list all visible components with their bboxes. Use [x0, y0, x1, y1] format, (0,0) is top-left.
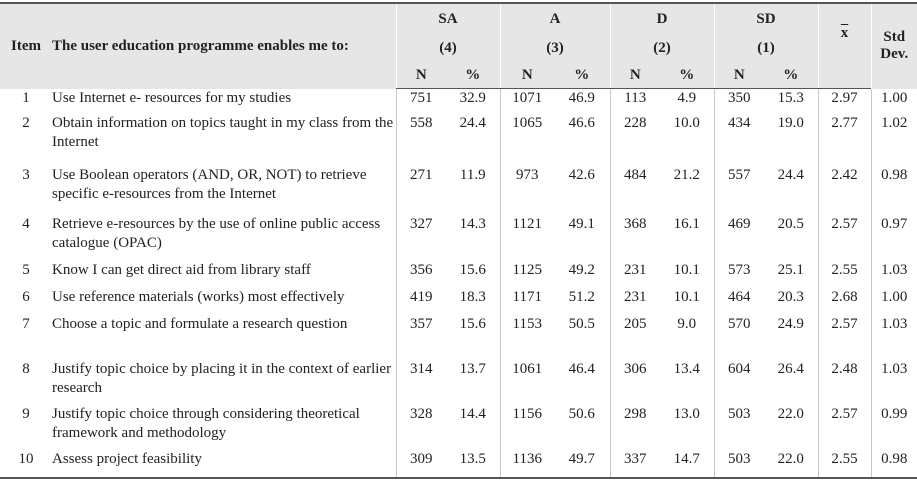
d-code: (2)	[610, 34, 714, 62]
sa-n: 327	[396, 215, 446, 261]
table-row	[0, 166, 917, 215]
mean-value: 2.57	[818, 215, 871, 261]
a-pct: 46.4	[568, 360, 595, 377]
sa-n: 314	[396, 360, 446, 405]
a-n: 1071	[500, 89, 554, 114]
a-pct: 49.1	[568, 215, 595, 232]
sa-n: 357	[396, 315, 446, 360]
statement: Use Internet e- resources for my studies	[52, 89, 292, 106]
item-header: Item	[0, 3, 52, 89]
sd-header: SD	[714, 3, 818, 34]
sd-pct: 22.0	[764, 450, 818, 478]
sd-pct: 20.5	[777, 215, 804, 232]
a-pct: 51.2	[568, 288, 595, 305]
sd-n: 503	[714, 405, 764, 450]
statement: Obtain information on topics taught in my class from the Internet	[52, 114, 394, 150]
sa-pct: 15.6	[459, 315, 486, 332]
mean-value: 2.55	[818, 450, 871, 478]
d-pct: 4.9	[677, 90, 697, 106]
std-value: 1.03	[871, 315, 917, 360]
sd-n: 434	[714, 114, 764, 166]
d-n: 484	[610, 166, 660, 215]
sa-pct: 18.3	[459, 288, 486, 305]
sd-n: 557	[714, 166, 764, 215]
d-n: 228	[610, 114, 660, 166]
mean-value: 2.68	[818, 288, 871, 315]
d-n: 231	[610, 288, 660, 315]
statement: Choose a topic and formulate a research question	[52, 315, 348, 332]
sd-n: 604	[714, 360, 764, 405]
d-pct: 14.7	[660, 450, 714, 478]
sd-n: 469	[714, 215, 764, 261]
d-n: 205	[610, 315, 660, 360]
table-row	[0, 288, 917, 315]
a-pct: 50.5	[568, 315, 595, 332]
std-value: 1.00	[871, 288, 917, 315]
sd-n: 464	[714, 288, 764, 315]
sd-n: 570	[714, 315, 764, 360]
sa-n: 419	[396, 288, 446, 315]
a-pct: 42.6	[568, 166, 595, 183]
a-pct-header: %	[554, 62, 610, 89]
sd-pct: 25.1	[777, 261, 804, 278]
a-n: 1156	[500, 405, 554, 450]
mean-value: 2.42	[818, 166, 871, 215]
statement: Justify topic choice by placing it in the context of earlier research	[52, 360, 392, 396]
d-n: 306	[610, 360, 660, 405]
sd-pct: 22.0	[777, 405, 804, 422]
mean-value: 2.55	[818, 261, 871, 288]
item-number: 10	[0, 450, 52, 478]
std-value: 0.98	[871, 450, 917, 478]
sd-pct: 15.3	[777, 90, 804, 106]
sa-pct: 24.4	[459, 114, 486, 131]
statement: Retrieve e-resources by the use of online public access catalogue (OPAC)	[52, 215, 381, 251]
d-n-header: N	[610, 62, 660, 89]
sd-pct-header: %	[764, 62, 818, 89]
sa-code: (4)	[396, 34, 500, 62]
sd-n: 573	[714, 261, 764, 288]
sd-n: 350	[714, 89, 764, 114]
sa-n: 356	[396, 261, 446, 288]
a-n: 1171	[500, 288, 554, 315]
item-number: 8	[22, 360, 30, 377]
statement: Use Boolean operators (AND, OR, NOT) to retrieve specific e-resources from the Internet	[52, 166, 367, 202]
a-pct: 49.7	[554, 450, 610, 478]
sa-n: 309	[396, 450, 446, 478]
sa-n: 328	[396, 405, 446, 450]
survey-table	[0, 2, 917, 479]
item-number: 2	[22, 114, 30, 131]
a-pct: 49.2	[568, 261, 595, 278]
mean-value: 2.57	[818, 315, 871, 360]
sd-pct: 26.4	[777, 360, 804, 377]
table-row	[0, 89, 917, 114]
a-n: 1125	[500, 261, 554, 288]
table-body	[0, 89, 917, 478]
sa-n: 271	[396, 166, 446, 215]
d-pct: 13.4	[673, 360, 700, 377]
a-code: (3)	[500, 34, 610, 62]
a-pct: 50.6	[568, 405, 595, 422]
std-value: 1.03	[871, 261, 917, 288]
sa-n: 751	[396, 89, 446, 114]
table-row	[0, 450, 917, 478]
sa-pct: 11.9	[459, 166, 486, 183]
sa-n-header: N	[396, 62, 446, 89]
sa-pct: 15.6	[459, 261, 486, 278]
sa-pct: 14.3	[459, 215, 486, 232]
item-number: 9	[22, 405, 30, 422]
item-number: 1	[22, 89, 30, 106]
item-number: 5	[22, 261, 30, 278]
d-pct: 10.1	[673, 261, 700, 278]
sd-n: 503	[714, 450, 764, 478]
statement: Know I can get direct aid from library staff	[52, 261, 311, 278]
sa-pct: 32.9	[459, 90, 486, 106]
statement: Justify topic choice through considering theoretical framework and methodology	[52, 405, 360, 441]
sa-header: SA	[396, 3, 500, 34]
sd-code: (1)	[714, 34, 818, 62]
item-number: 6	[22, 288, 30, 305]
statement-header: The user education programme enables me to:	[52, 3, 396, 89]
table-row	[0, 315, 917, 360]
a-n: 973	[500, 166, 554, 215]
a-n: 1121	[500, 215, 554, 261]
sa-pct: 14.4	[459, 405, 486, 422]
mean-value: 2.48	[818, 360, 871, 405]
sa-pct: 13.5	[446, 450, 500, 478]
d-pct: 13.0	[673, 405, 700, 422]
mean-value: 2.97	[818, 89, 871, 114]
statement: Use reference materials (works) most effectively	[52, 288, 345, 305]
std-value: 0.98	[871, 166, 917, 215]
table-header	[0, 3, 917, 89]
d-pct: 10.1	[673, 288, 700, 305]
sd-pct: 24.4	[777, 166, 804, 183]
sa-pct: 13.7	[459, 360, 486, 377]
a-n: 1153	[500, 315, 554, 360]
a-pct: 46.6	[568, 114, 595, 131]
std-value: 1.00	[871, 89, 917, 114]
d-pct: 10.0	[673, 114, 700, 131]
d-pct: 9.0	[677, 315, 697, 332]
table-row	[0, 360, 917, 405]
d-header: D	[610, 3, 714, 34]
sd-pct: 24.9	[777, 315, 804, 332]
std-header: Std Dev.	[871, 3, 917, 89]
d-pct: 16.1	[673, 215, 700, 232]
d-n: 298	[610, 405, 660, 450]
a-n-header: N	[500, 62, 554, 89]
d-pct: 21.2	[673, 166, 700, 183]
table-row	[0, 261, 917, 288]
a-n: 1065	[500, 114, 554, 166]
a-n: 1061	[500, 360, 554, 405]
statement: Assess project feasibility	[52, 450, 396, 478]
d-n: 337	[610, 450, 660, 478]
mean-header: $\overline{x}$	[818, 3, 871, 62]
std-value: 0.97	[871, 215, 917, 261]
item-number: 3	[22, 166, 30, 183]
sa-pct-header: %	[446, 62, 500, 89]
sd-pct: 19.0	[777, 114, 804, 131]
table-row	[0, 405, 917, 450]
sd-pct: 20.3	[777, 288, 804, 305]
d-n: 113	[610, 89, 660, 114]
sd-n-header: N	[714, 62, 764, 89]
d-n: 231	[610, 261, 660, 288]
a-header: A	[500, 3, 610, 34]
item-number: 4	[22, 215, 30, 232]
mean-header-spacer	[818, 62, 871, 89]
sa-n: 558	[396, 114, 446, 166]
mean-value: 2.77	[818, 114, 871, 166]
table-row	[0, 215, 917, 261]
d-n: 368	[610, 215, 660, 261]
item-number: 7	[22, 315, 30, 332]
std-value: 0.99	[871, 405, 917, 450]
a-n: 1136	[500, 450, 554, 478]
table-row	[0, 114, 917, 166]
a-pct: 46.9	[568, 90, 595, 106]
std-value: 1.03	[871, 360, 917, 405]
std-value: 1.02	[871, 114, 917, 166]
d-pct-header: %	[660, 62, 714, 89]
mean-value: 2.57	[818, 405, 871, 450]
